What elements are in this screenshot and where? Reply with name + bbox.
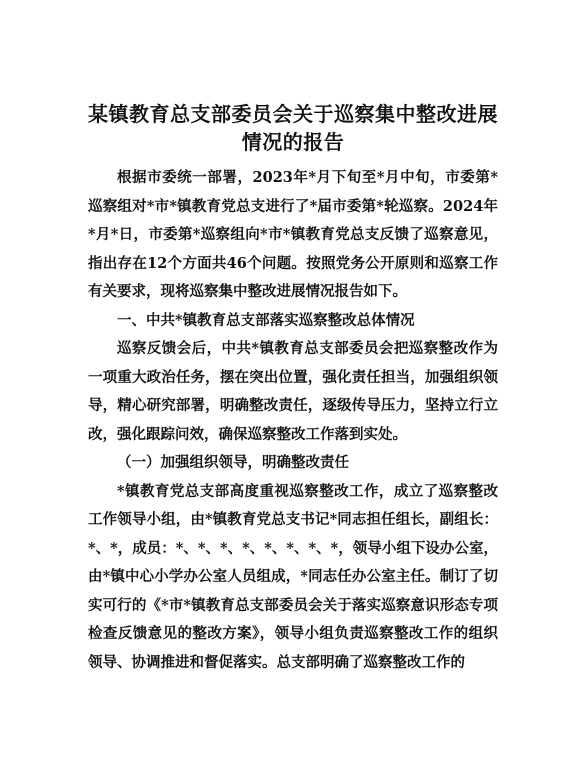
subsection-heading-1: （一）加强组织领导，明确整改责任 (117, 454, 349, 471)
title-line-2: 情况的报告 (241, 130, 345, 154)
document-title (60, 100, 526, 156)
overview-paragraph: 巡察反馈会后，中共*镇教育总支部委员会把巡察整改作为一项重大政治任务，摆在突出位置，强化责任担当，加强组织领导，精心研究部署，明确整改责任，逐级传导压力，坚持立行立改，强化跟踪问效，确保巡察整改工作落到实处。 (88, 340, 498, 443)
title-line-1: 某镇教育总支部委员会关于巡察集中整改进展 (88, 102, 498, 126)
intro-paragraph: 根据市委统一部署，2023年*月下旬至*月中旬，市委第*巡察组对*市*镇教育党总支进行了*届市委第*轮巡察。2024年*月*日，市委第*巡察组向*市*镇教育党总支反馈了巡察意见，指出存在12个方面共46个问题。按照党务公开原则和巡察工作有关要求，现将巡察集中整改进展情况报告如下。 (88, 169, 498, 300)
section-heading-1: 一、中共*镇教育总支部落实巡察整改总体情况 (117, 311, 415, 329)
organization-paragraph: *镇教育党总支部高度重视巡察整改工作，成立了巡察整改工作领导小组，由*镇教育党总支书记*同志担任组长，副组长：*、*，成员：*、*、*、*、*、*、*、*，领导小组下设办公室，由*镇中心小学办公室人员组成，*同志任办公室主任。制订了切实可行的《*市*镇教育总支部委员会关于落实巡察意识形态专项检查反馈意见的整改方案》，领导小组负责巡察整改工作的组织领导、协调推进和督促落实。总支部明确了巡察整改工作的 (88, 482, 498, 671)
document-body (88, 164, 498, 677)
